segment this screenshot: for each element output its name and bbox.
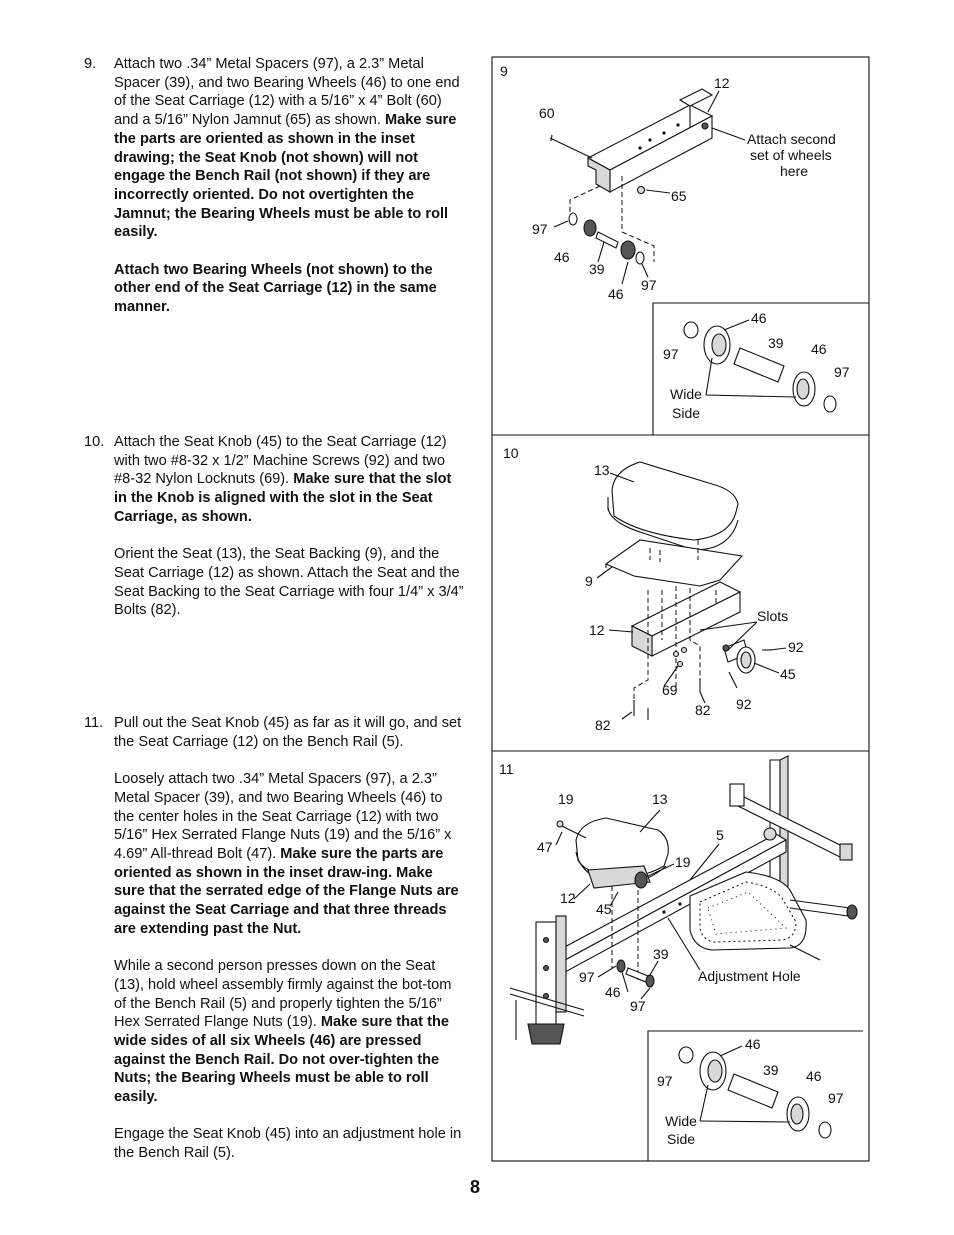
figure-label: 11	[499, 761, 514, 777]
callout-47: 47	[537, 839, 553, 855]
callout-97: 97	[630, 998, 646, 1014]
callout-46: 46	[751, 310, 767, 326]
carriage-tab	[680, 89, 712, 106]
callout-12: 12	[560, 890, 576, 906]
callout-46: 46	[745, 1036, 761, 1052]
spacer-39	[734, 348, 784, 382]
callout-19: 19	[558, 791, 574, 807]
callout-82: 82	[595, 717, 611, 733]
callout-82: 82	[695, 702, 711, 718]
callout-39: 39	[653, 946, 669, 962]
bearing-wheel-46	[646, 975, 654, 987]
wheel-hole	[702, 123, 708, 129]
page-number: 8	[470, 1177, 481, 1197]
callout-97: 97	[663, 346, 679, 362]
callout-46: 46	[806, 1068, 822, 1084]
instruction-emphasis: Attach two Bearing Wheels (not shown) to the other end of the Seat Carriage (12) in the same manner.	[114, 261, 437, 316]
callout-39: 39	[763, 1062, 779, 1078]
instruction-text: Orient the Seat (13), the Seat Backing (9), and the Seat Carriage (12) as shown. Attach the Seat and the Seat Backing to the Seat Carriage with four 1/4” x 3/4” Bolts (82).	[114, 546, 464, 619]
callout-97: 97	[834, 364, 850, 380]
callout-slots: Slots	[757, 608, 789, 624]
step-number: 11.	[84, 715, 104, 731]
callout-65: 65	[671, 188, 687, 204]
callout-wide-side: Side	[667, 1131, 696, 1147]
callout-46: 46	[608, 286, 624, 302]
inset-wheel-detail	[657, 1036, 844, 1147]
instruction-text: Pull out the Seat Knob (45) as far as it will go, and set the Seat Carriage (12) on the Bench Rail (5).	[114, 715, 462, 750]
callout-9: 9	[585, 573, 593, 589]
callout-92: 92	[788, 639, 804, 655]
spacer-97	[636, 252, 644, 264]
spacer-39	[728, 1074, 778, 1108]
callout-19: 19	[675, 854, 691, 870]
inset-wheel-detail	[663, 310, 850, 421]
figure-label: 10	[503, 445, 519, 461]
callout-97: 97	[579, 969, 595, 985]
callout-45: 45	[596, 901, 612, 917]
bolt-60	[550, 138, 592, 158]
callout-45: 45	[780, 666, 796, 682]
callout-39: 39	[768, 335, 784, 351]
callout-92: 92	[736, 696, 752, 712]
callout-97: 97	[828, 1090, 844, 1106]
instruction-emphasis: Make sure that the slot in the Knob is aligned with the slot in the Seat Carriage, as shown.	[114, 471, 452, 525]
bearing-wheel-46	[621, 241, 635, 259]
callout-13: 13	[652, 791, 668, 807]
spacer-97	[819, 1122, 831, 1138]
instruction-text: While a second person presses down on the Seat (13), hold wheel assembly firmly against the bot-tom of the Bench Rail (5) and properly tighten the 5/16” Hex Serrated Flange Nuts (19).	[114, 958, 452, 1031]
seat-knob-45	[635, 872, 647, 888]
step-number: 10.	[84, 434, 105, 450]
instruction-emphasis: Make sure the parts are oriented as shown in the inset draw-ing. Make sure that the serrated edge of the Flange Nuts are against the Seat Carriage and that three threads are extending past the Nut.	[114, 845, 459, 937]
callout-97: 97	[657, 1073, 673, 1089]
instruction-text: Loosely attach two .34” Metal Spacers (97), a 2.3” Metal Spacer (39), and two Bearing Wheels (46) to the center holes in the Seat Carriage (12) with two 5/16” Hex Serrated Flange Nuts (19) and the 5/16” x 4.69” All-thread Bolt (47).	[114, 771, 452, 862]
instruction-emphasis: Make sure that the wide sides of all six Wheels (46) are pressed against the Bench Rail. Do not over-tighten the Nuts; the Bearing Wheels must be able to roll easily.	[114, 1014, 449, 1106]
callout-attach-wheels: set of wheels	[750, 147, 832, 163]
callout-46: 46	[554, 249, 570, 265]
spacer-97	[824, 396, 836, 412]
instruction-text: Attach two .34” Metal Spacers (97), a 2.3” Metal Spacer (39), and two Bearing Wheels (46) to one end of the Seat Carriage (12) with a 5/16” x 4” Bolt (60) and a 5/16” Nylon Jamnut (65) as shown.	[114, 56, 460, 129]
callout-wide-side: Wide	[670, 386, 702, 402]
callout-attach-wheels: here	[780, 163, 809, 179]
spacer-97	[679, 1047, 693, 1063]
rubber-foot	[528, 1024, 564, 1044]
callout-5: 5	[716, 827, 724, 843]
figure-9	[500, 63, 850, 421]
callout-wide-side: Side	[672, 405, 701, 421]
callout-97: 97	[641, 277, 657, 293]
bearing-wheel-46	[584, 220, 596, 236]
jamnut-65	[638, 187, 645, 194]
callout-12: 12	[714, 75, 730, 91]
callout-attach-wheels: Attach second	[747, 131, 836, 147]
callout-97: 97	[532, 221, 548, 237]
spacer-39	[596, 232, 618, 248]
callout-13: 13	[594, 462, 610, 478]
instruction-emphasis: Make sure the parts are oriented as shown in the inset drawing; the Seat Knob (not shown) will not engage the Bench Rail (not shown) if they are incorrectly oriented. Do not overtighten the Jamnut; the Bearing Wheels must be able to roll easily.	[114, 112, 457, 241]
figure-10	[503, 445, 804, 733]
figure-11	[499, 756, 857, 1147]
figure-label: 9	[500, 63, 508, 79]
instruction-text: Attach the Seat Knob (45) to the Seat Carriage (12) with two #8-32 x 1/2” Machine Screws (92) and two #8-32 Nylon Locknuts (69).	[114, 434, 447, 488]
callout-46: 46	[811, 341, 827, 357]
callout-wide-side: Wide	[665, 1113, 697, 1129]
spacer-97	[569, 213, 577, 225]
callout-60: 60	[539, 105, 555, 121]
callout-69: 69	[662, 682, 678, 698]
bearing-wheel-46	[617, 960, 625, 972]
callout-46: 46	[605, 984, 621, 1000]
instruction-text: Engage the Seat Knob (45) into an adjustment hole in the Bench Rail (5).	[114, 1126, 462, 1162]
spacer-39	[626, 968, 648, 982]
callout-39: 39	[589, 261, 605, 277]
callout-12: 12	[589, 622, 605, 638]
seat-backing-9	[606, 540, 742, 586]
spacer-97	[684, 322, 698, 338]
callout-adjustment-hole: Adjustment Hole	[698, 968, 801, 984]
step-number: 9.	[84, 56, 97, 72]
